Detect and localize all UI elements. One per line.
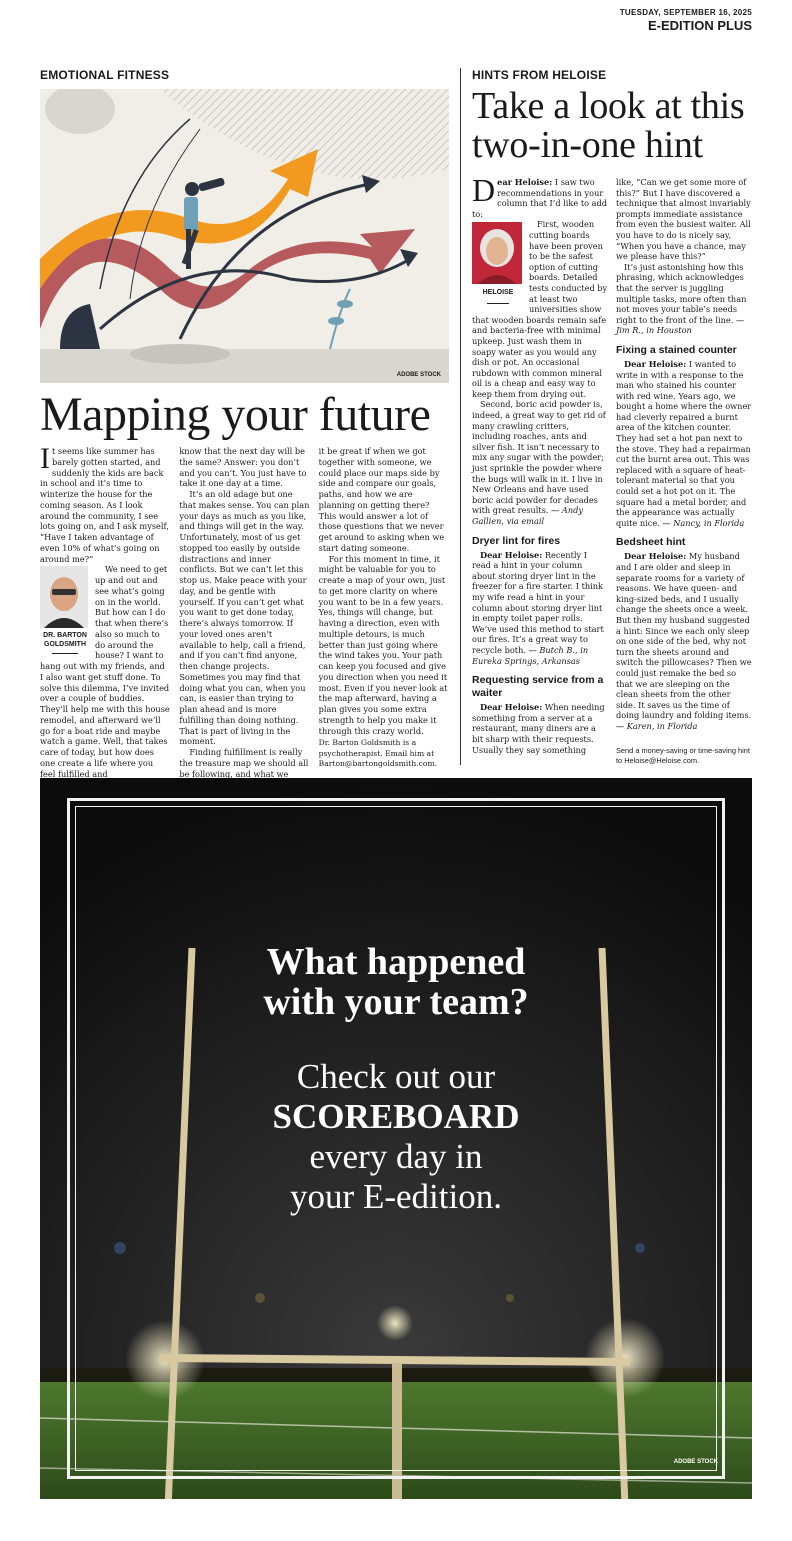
- body-paragraph: It’s just astonishing how this phrasing, which acknowledges that the server is juggling multiple tasks, more often than not moves your table’s needs right to the front of the line.: [616, 261, 747, 325]
- author-photo-box: [40, 566, 90, 656]
- hero-illustration: [40, 89, 449, 383]
- reader-signature: — Butch B., in Eureka Springs, Arkansas: [472, 644, 589, 666]
- salutation: Dear Heloise:: [480, 702, 543, 713]
- body-paragraph: know that the next day will be the same? Answer: you don’t and you can’t. You just have to take it one day at a time.: [179, 446, 307, 489]
- author-photo: [472, 222, 522, 284]
- body-paragraph: it be great if when we got together with someone, we could place our maps side by side and compare our goals, paths, and how we are planning on getting there? This would answer a lot of those questions that we never get around to asking when we start dating someone.: [318, 446, 445, 553]
- body-paragraph: We need to get up and out and see what’s going on in the world. But how can I do that when there’s also so much to do around the house? I want to hang out with my friends, and I also want get stuff done. To solve this dilemma, I’ve invited over a couple of buddies. They’ll help me with this house remodel, and afterward we’ll go for a boat ride and maybe watch a game. Well, that takes care of today, but how does one create a life where you feel fulfilled and: [40, 564, 170, 779]
- body-paragraph: When needing something from a server at a restaurant, many diners are a bit sharp with their requests. Usually they say something: [472, 702, 605, 755]
- image-credit: ADOBE STOCK: [673, 1459, 718, 1465]
- author-photo-box: [472, 222, 524, 308]
- author-bio: Dr. Barton Goldsmith is a psychotherapist. Email him at Barton@bartongoldsmith.com.: [318, 738, 438, 769]
- ad-cta-line: every day in: [309, 1137, 483, 1176]
- body-column-1: [40, 442, 170, 801]
- body-paragraph: First, wooden cutting boards have been proven to be the safest option of cutting boards. Detailed tests conducted by at least two universities show that wooden boards remain safe and bacteria-free with minimal upkeep. Just wash them in soapy water as you would any dish or pot. An occasional rubdown with common mineral oil is a cheap and easy way to keep them from drying out.: [472, 219, 608, 399]
- salutation: Dear Heloise:: [624, 358, 687, 369]
- reader-signature: — Andy Gallien, via email: [472, 505, 583, 526]
- body-paragraph: like, “Can we get some more of this?” But I have discovered a technique that almost invariably prompts immediate assistance from even the busiest waiter. All you have to do is nicely say, “When you have a chance, may we please have this?”: [616, 177, 751, 262]
- author-caption: [40, 632, 90, 649]
- body-column-2: [179, 446, 309, 801]
- body-paragraph: I saw two recommendations in your column that I’d like to add to:: [472, 177, 608, 219]
- salutation: ear Heloise:: [497, 177, 553, 187]
- section-label: HINTS FROM HELOISE: [472, 68, 607, 82]
- reader-signature: — Jim R., in Houston: [616, 314, 745, 336]
- column-divider: [460, 68, 461, 765]
- body-paragraph: Recently I read a hint in your column about storing dryer lint in the freezer for a fire starter. I think my wife read a hint in your column about storing dryer lint in empty toilet paper rolls. We’ve used this method to start our fires. It’s a great way to recycle both.: [472, 549, 604, 655]
- section-label: EMOTIONAL FITNESS: [40, 68, 170, 82]
- arrows-illustration: [40, 89, 449, 383]
- ad-question-line: with your team?: [263, 981, 529, 1023]
- body-column-2: [616, 177, 752, 766]
- subhead: Fixing a stained counter: [616, 343, 737, 356]
- author-caption-line: DR. BARTON: [43, 632, 87, 640]
- body-column-3: [319, 446, 449, 801]
- drop-cap: D: [472, 172, 496, 208]
- reader-signature: — Karen, in Florida: [616, 720, 698, 731]
- body-paragraph: It’s an old adage but one that makes sense. You can plan your days as much as you like, and things will get in the way. Unfortunately, most of us get stopped too easily by outside distractions and inner conflicts. But we can’t let this stop us. Make peace with your day, and be gentle with yourself. If you can’t get what you want to get done today, there’s always tomorrow. If your loved ones aren’t available to help, call a friend, and if you can’t find anyone, then change projects. Sometimes you may find that doing what you can, when you can, is easier than trying to plan ahead and is more fulfilling than doing nothing. That is part of living in the moment.: [179, 489, 310, 747]
- ad-cta-emphasis: SCOREBOARD: [272, 1097, 520, 1136]
- author-caption: HELOISE: [482, 289, 514, 297]
- emotional-fitness-article: [40, 68, 449, 801]
- salutation: Dear Heloise:: [624, 551, 687, 562]
- body-paragraph: For this moment in time, it might be valuable for you to create a map of your own, just to get more clarity on where you want to be in a few years. Yes, things will change, but having a direction, even with multiple detours, is much better than just going where the wind takes you. Your path can keep you focused and give you direction when you need it most. Even if you never look at the map afterward, having a plan gives you some extra strength to help you make it through this crazy world.: [318, 553, 448, 736]
- body-paragraph: t seems like summer has barely gotten started, and suddenly the kids are back in school and it’s time to winterize the house for the coming season. As I look around the community, I see lots going on, and I ask myself, “Have I taken advantage of even 10% of what’s going on around me?”: [40, 446, 169, 564]
- caption-rule: [52, 653, 78, 654]
- scoreboard-ad[interactable]: [40, 778, 752, 1499]
- edition-date: TUESDAY, SEPTEMBER 16, 2025: [619, 8, 752, 17]
- subhead: Dryer lint for fires: [472, 534, 561, 547]
- body-column-1: [472, 172, 608, 766]
- ad-cta-line: Check out our: [296, 1057, 496, 1096]
- article-body: [472, 172, 752, 766]
- ad-question-line: What happened: [266, 941, 526, 983]
- ad-call-to-action: [40, 1057, 752, 1217]
- body-paragraph: Finding fulfillment is really the treasure map we should all be following, and what we: [179, 747, 309, 779]
- body-paragraph: My husband and I are older and sleep in separate rooms for a variety of reasons. We have queen- and king-sized beds, and I usually change the sheets once a week. But then my husband suggested a hint: Since we each only sleep on one side of the bed, why not turn the sheets around and switch the pillowcases? Then we could just remake the bed so that we are sleeping on the clean sheets from the other side. It saves us the time of doing laundry and folding items.: [616, 551, 752, 721]
- masthead: [620, 8, 752, 33]
- author-caption-line: GOLDSMITH: [44, 640, 86, 648]
- author-photo: [40, 566, 88, 628]
- reader-signature: — Nancy, in Florida: [659, 517, 745, 528]
- heloise-article: [472, 68, 752, 766]
- body-paragraph: I wanted to write in with a response to the man who stained his counter with red wine. Years ago, we bought a home where the owner had cleverly repaired a burnt area of the kitchen counter. They had set a hot pan next to the stove. They had a repairman cut the burnt area out. This was replaced with a square of heat-tolerant material so that you could set a hot pot on it. The square had a metal border, and the appearance was actually quite nice.: [616, 358, 752, 528]
- article-headline: Mapping your future: [40, 388, 431, 441]
- article-body: [40, 442, 449, 801]
- subhead: Bedsheet hint: [616, 536, 686, 549]
- ad-question: [40, 942, 752, 1022]
- submission-note: Send a money-saving or time-saving hint to Heloise@Heloise.com.: [616, 745, 750, 765]
- caption-rule: [487, 303, 509, 304]
- article-headline: Take a look at this two-in-one hint: [472, 85, 745, 166]
- subhead: Requesting service from a waiter: [472, 674, 604, 700]
- image-credit: ADOBE STOCK: [396, 372, 441, 378]
- edition-name: E-EDITION PLUS: [647, 18, 752, 33]
- body-paragraph: Second, boric acid powder is, indeed, a great way to get rid of many crawling critters, including roaches, ants and silver fish. It isn’t necessary to mix any sugar with the powder; just sprinkle the powder where the bugs will walk in it. I live in New Orleans and have used boric acid powder for decades with great results.: [472, 399, 606, 516]
- drop-cap: I: [40, 442, 50, 475]
- salutation: Dear Heloise:: [480, 549, 543, 560]
- ad-cta-line: your E-edition.: [290, 1177, 502, 1216]
